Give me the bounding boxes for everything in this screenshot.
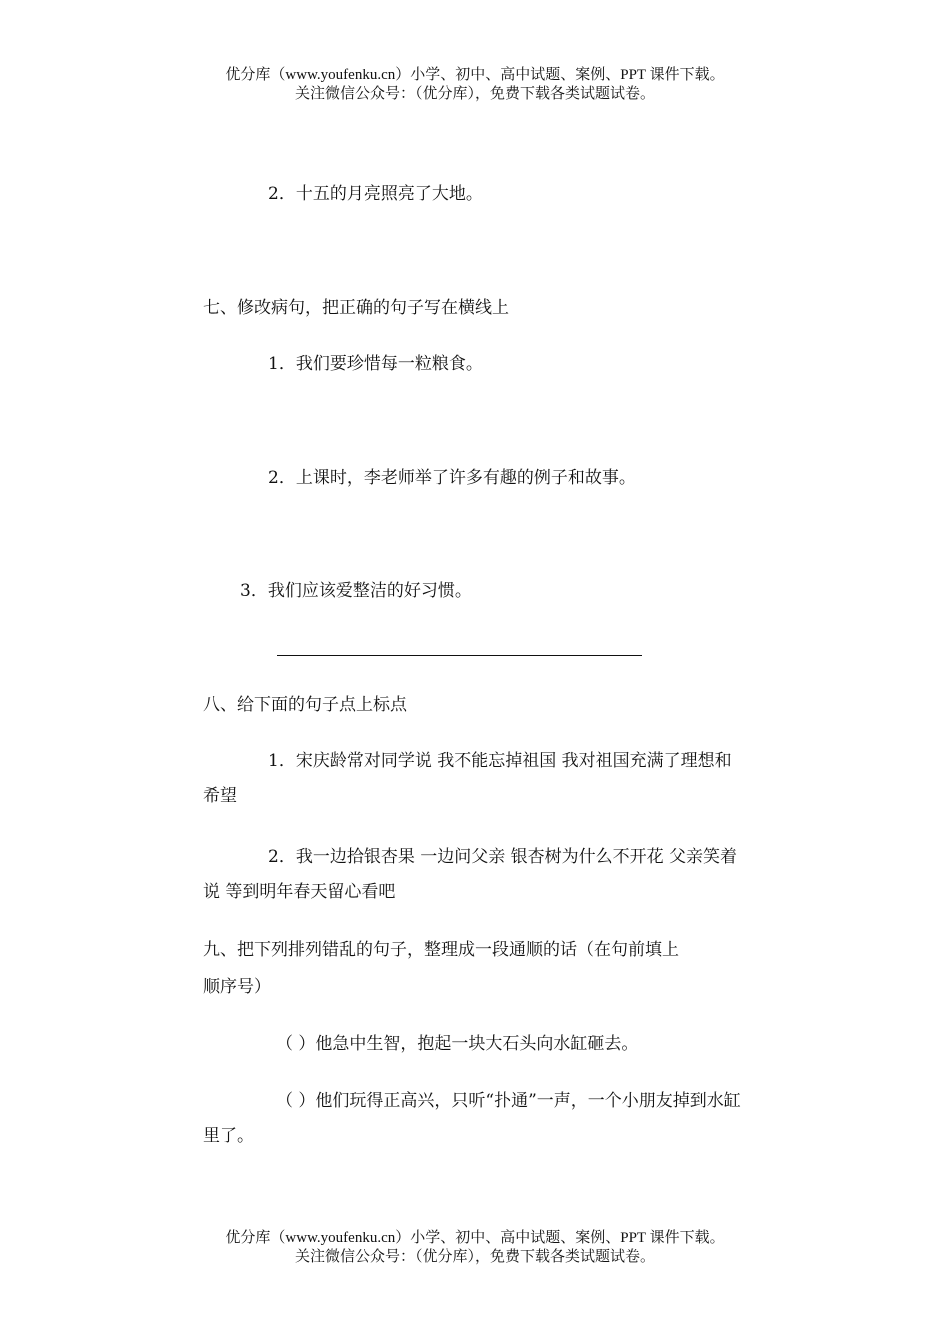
header-line-1: 优分库（www.youfenku.cn）小学、初中、高中试题、案例、PPT 课件下载。 bbox=[225, 67, 725, 83]
section8-heading: 八、给下面的句子点上标点 bbox=[203, 695, 407, 715]
section9-item-2: （ ）他们玩得正高兴，只听“扑通”一声，一个小朋友掉到水缸里了。 bbox=[203, 1091, 741, 1146]
page-header bbox=[0, 66, 950, 104]
section9-item-1: （ ）他急中生智，抱起一块大石头向水缸砸去。 bbox=[276, 1034, 639, 1054]
section7-item-3: 3．我们应该爱整洁的好习惯。 bbox=[240, 581, 472, 601]
footer-line-2: 关注微信公众号：（优分库），免费下载各类试题试卷。 bbox=[294, 1249, 655, 1265]
section9-heading-line-2: 顺序号） bbox=[203, 977, 271, 997]
section8-item-1: 1．宋庆龄常对同学说 我不能忘掉祖国 我对祖国充满了理想和希望 bbox=[203, 751, 732, 806]
footer-line-1: 优分库（www.youfenku.cn）小学、初中、高中试题、案例、PPT 课件下载。 bbox=[225, 1230, 725, 1246]
section7-item-2: 2．上课时，李老师举了许多有趣的例子和故事。 bbox=[268, 468, 636, 488]
page-footer bbox=[0, 1229, 950, 1267]
answer-blank-line bbox=[277, 655, 642, 656]
section9-heading-line-1: 九、把下列排列错乱的句子，整理成一段通顺的话（在句前填上 bbox=[203, 940, 679, 960]
section7-item-1: 1．我们要珍惜每一粒粮食。 bbox=[268, 354, 483, 374]
section8-item-2: 2．我一边拾银杏果 一边问父亲 银杏树为什么不开花 父亲笑着说 等到明年春天留心看吧 bbox=[203, 847, 738, 902]
header-line-2: 关注微信公众号：（优分库），免费下载各类试题试卷。 bbox=[294, 86, 655, 102]
section7-heading: 七、修改病句，把正确的句子写在横线上 bbox=[203, 298, 509, 318]
section6-item-2: 2．十五的月亮照亮了大地。 bbox=[268, 184, 483, 204]
